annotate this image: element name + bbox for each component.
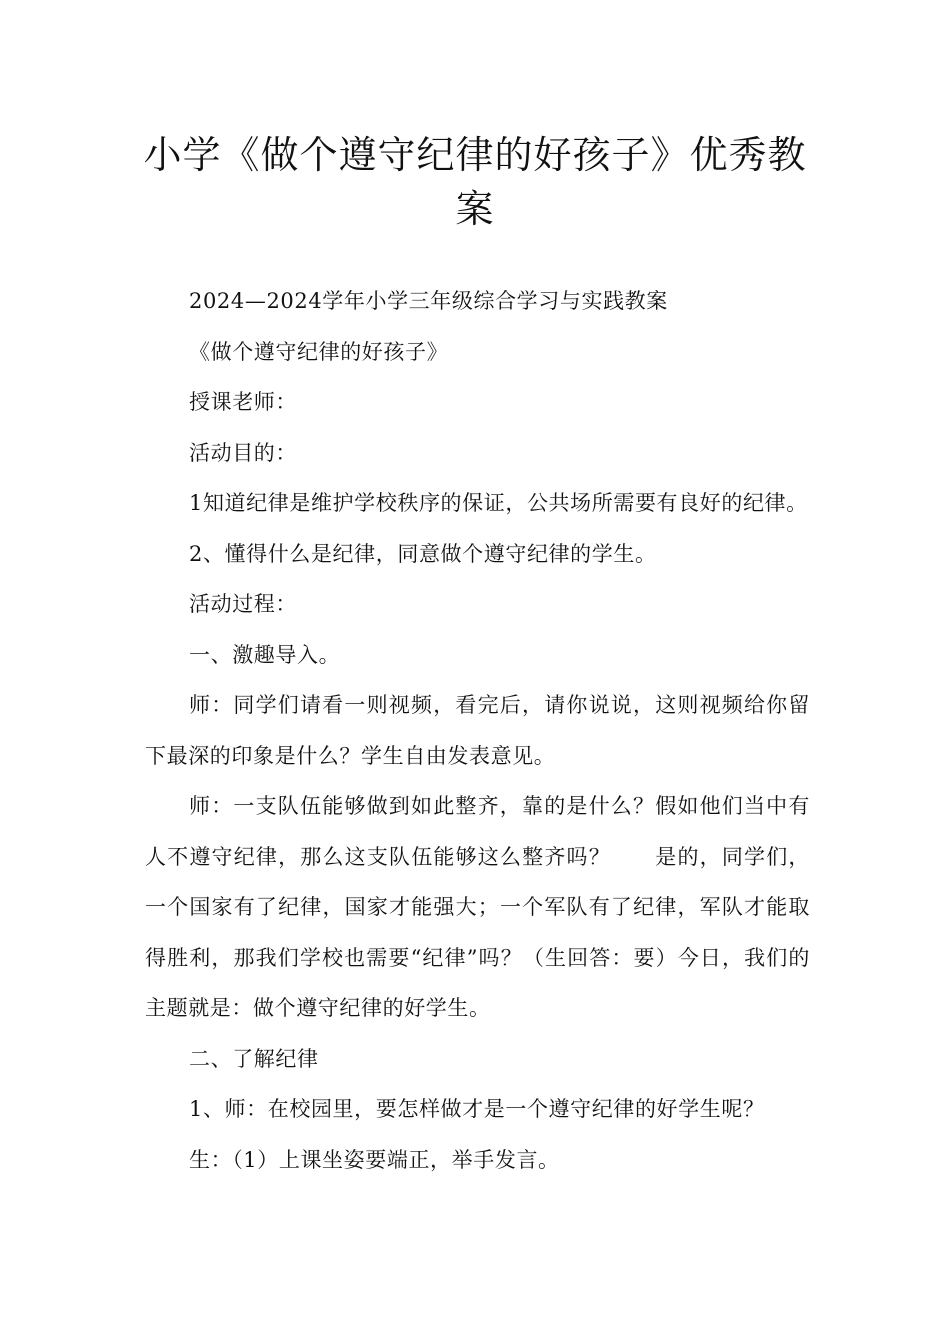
paragraph-objective-2: 2、懂得什么是纪律，同意做个遵守纪律的学生。 — [189, 541, 657, 566]
paragraph-lesson-title: 《做个遵守纪律的好孩子》 — [189, 339, 449, 364]
paragraph-section-1-heading: 一、激趣导入。 — [189, 642, 341, 667]
paragraph-objectives-heading: 活动目的： — [189, 440, 297, 465]
paragraph-teacher-video: 师：同学们请看一则视频，看完后，请你说说，这则视频给你留下最深的印象是什么？学生自由发表意见。 — [145, 693, 810, 768]
paragraph-teacher-discipline: 师：一支队伍能够做到如此整齐，靠的是什么？假如他们当中有人不遵守纪律，那么这支队伍能够这么整齐吗？ 是的，同学们，一个国家有了纪律，国家才能强大；一个军队有了纪律，军队才能取得胜利，那我们学校也需要“纪律”吗？（生回答：要）今日，我们的主题就是：做个遵守纪律的好学生。 — [145, 794, 810, 1020]
paragraph-student-answer-1: 生：（1）上课坐姿要端正，举手发言。 — [189, 1147, 560, 1172]
paragraph-process-heading: 活动过程： — [189, 592, 297, 616]
paragraph-section-2-heading: 二、了解纪律 — [189, 1046, 319, 1071]
document-title: 小学《做个遵守纪律的好孩子》优秀教案 — [143, 133, 807, 231]
document-body — [145, 276, 810, 1185]
paragraph-question-1: 1、师：在校园里，要怎样做才是一个遵守纪律的好学生呢？ — [189, 1097, 765, 1121]
paragraph-school-year-heading: 2024—2024学年小学三年级综合学习与实践教案 — [189, 289, 668, 313]
paragraph-objective-1: 1知道纪律是维护学校秩序的保证，公共场所需要有良好的纪律。 — [189, 491, 808, 515]
paragraph-teacher: 授课老师： — [189, 390, 297, 414]
